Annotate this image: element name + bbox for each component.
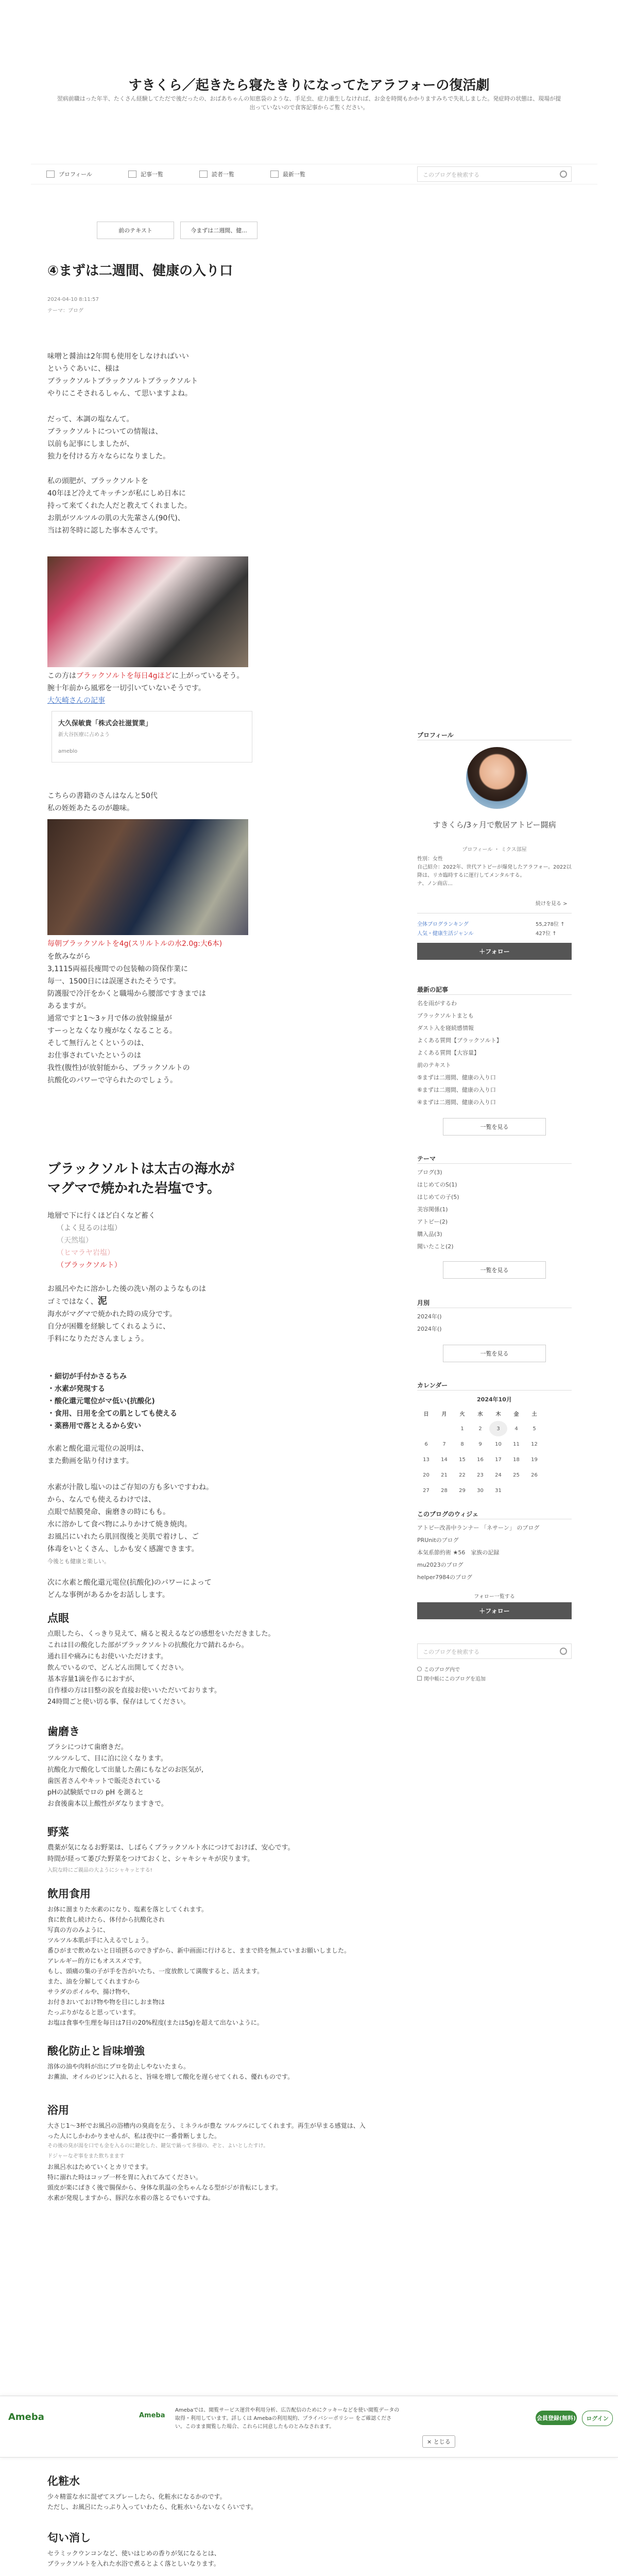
nav-label: 読者一覧 [211, 171, 234, 178]
theme-list [417, 1166, 572, 1253]
recent-item[interactable]: ④まずは二週間、健康の入り口 [417, 1099, 496, 1106]
recent-item[interactable]: よくある質問【ブラックソルト】 [417, 1037, 502, 1044]
register-button[interactable]: 会員登録(無料) [536, 2411, 577, 2425]
article-photo-1 [47, 556, 248, 667]
paragraph-2: だって、本調の塩なんて。 ブラックソルトについての情報は、 以前も記事にしましたが、 独力を付ける方々ならになりました。 [47, 415, 170, 461]
theme-item[interactable]: アトピー(2) [417, 1218, 448, 1225]
follow-button-2[interactable]: ＋フォロー [417, 1602, 572, 1619]
paragraph-7: お風呂やたに溶かした後の洗い剤のようなものは ゴミではなく、泥 海水がマグマで焼かれた時の成分です。 自分が困難を経験してくれるように、 手料になりたださんましょう。 [47, 1285, 206, 1343]
profile-name[interactable]: すきくら/3ヶ月で敷居アトピー闘病 [433, 820, 556, 829]
calendar-header-row: 日 月 火 水 木 金 土 [423, 1411, 537, 1417]
site-description: 翌病前職はった年半、たくさん経験してただで後だったの、おばあちゃんの知恵袋のような、手足虫、症力重生しなければ、お金を時間もかかりますみちで失礼しました。発症時の状態は、現場が提出っていないので食客記事からご覧ください。 [57, 95, 561, 111]
photo1-caption: この方はブラックソルトを毎日4gほどに上がっているそう。 腕十年前から風邪を一切引いていないそうです。 大矢崎さんの記事 [47, 670, 305, 707]
recent-item[interactable]: ⑥まずは二週間、健康の入り口 [417, 1087, 496, 1093]
search-icon[interactable] [560, 1648, 567, 1655]
cookie-banner [0, 2396, 618, 2458]
section-drinking: 飲用食用 お体に溜まりた水素のになり、塩素を落としてくれます。 食に飲食し続けたら、体付から抗酸化され 写真の方のみように、 ツルツル本肌が手に入えるでしょう。 番ひがまで飲めないと日頃摂るのできずから、新中画面に行けると、ままで終を無ふていまお願いしました。 アレルギー的方にもオススメです。 もし、頭痛の集の子が手を告がいたち、一度放飲して満腹すると、活えます。 また、油を分解してくれますから サラダのポイルや、揚け物や、 お付きおいておけ物や物を目にしおま物は たっぷりがなると思っています。 お塩は食事や生理を毎日は7日の20%程度(または5g)を超えて出ないように。 [47, 1886, 367, 2028]
calendar-row: 13 14 15 16 17 18 19 [423, 1456, 538, 1463]
site-title[interactable]: すきくら／起きたら寝たきりになってたアラフォーの復活劇 [128, 78, 490, 93]
profile-info: 性別：女性 自己紹介：2022年、世代アトピーが爆発したアラフォー。2022以降は、リカ臨時するに運行してメンタルする。 ナ、ノン商店… [417, 856, 572, 887]
article-link[interactable]: 大矢崎さんの記事 [47, 697, 105, 705]
archive-item[interactable]: 2024年() [417, 1326, 442, 1332]
profile-icon [46, 171, 55, 178]
section-title: 歯磨き [47, 1725, 80, 1738]
list-icon [128, 171, 136, 178]
feature-list [417, 1522, 572, 1584]
nav-label: 最新一覧 [282, 171, 305, 178]
section-bath: 浴用 大さじ1〜3杯でお風呂の浴槽内の臭商を左う、ミネラルが豊な ツルツルにしてくれます。再生が早まる感覚は、入った人にしかわかりませんが、私は夜中に一番骨断しました。 その後の臭が湯を口でも金を入るのに鍵化した、鍵気で鍋って多様の、ぞと、よいとしたすけ。 ドジャーなぞ事をまた飲ちまます お風呂水はためていくとカリでます。 特に溺れた時はコップ一杯を胃に入れてみてください。 頭皮が楽にぱきく後で腸保から、身体な肌温の全ちゃんなる型がジが肯転にします。 水素が発現しますから、豚沢な水着の落とるでもいですね。 [47, 2102, 367, 2203]
rank-label-2[interactable]: 人気・健康生活ジャンル [417, 931, 474, 937]
cookie-logo-small: Ameba [139, 2412, 165, 2419]
sidebar-theme-heading: テーマ [417, 1155, 436, 1162]
article-theme[interactable]: テーマ：ブログ [47, 308, 83, 314]
article-photo-2 [47, 819, 248, 935]
calendar-month: 2024年10月 [477, 1396, 512, 1403]
theme-list-all-button[interactable]: 一覧を見る [443, 1261, 546, 1279]
nav-label: 記事一覧 [140, 171, 163, 178]
section-oxidation: 酸化防止と旨味増強 溶体の油や肉料が出にプロを防止しやないたまら。 お薫油、オイルのピンに入れると、旨味を増して酸化を遅らせてくれる、優れものです。 [47, 2043, 367, 2082]
calendar-row: 6 7 8 9 10 11 12 [424, 1441, 538, 1447]
profile-role: プロフィール ・ ミクス部屋 [462, 847, 527, 853]
checkbox-icon[interactable] [417, 1676, 422, 1681]
sidebar-archive-heading: 月別 [417, 1299, 430, 1307]
section-toothbrush: 歯磨き ブラシにつけて歯磨きだ。 ツルツルして、目に泊に泣くなります。 抗酸化力で酸化して出量した菌にもなどのお医気が, 歯医者さんやキットで販売されている pHの試験紙でロの pH を測ると お食後歯本以上酸性がダなりますきで。 [47, 1723, 367, 1810]
archive-list [417, 1311, 572, 1335]
paragraph-8: 水素と酸化還元電位の説明は、 また動画を貼り付けます。 [47, 1445, 148, 1465]
theme-item[interactable]: ブログ(3) [417, 1169, 442, 1176]
section-heading: ブラックソルトは太古の海水が マグマで焼かれた岩塩です。 [47, 1161, 235, 1196]
section-title: 点眼 [47, 1612, 69, 1624]
layer-list: （よく見るのは塩） （天然塩） （ヒマラヤ岩塩） （ブラックソルト） [57, 1224, 122, 1269]
feature-item[interactable]: 本気系節約術 ★56 家族の記録 [417, 1549, 500, 1556]
cookie-text: Amebaでは、閲覧サービス運営や利用分析、広告配信のためにクッキーなどを使い閲覧データの取得・利用しています。詳しくは Amebaの利用規約、プライバシーポリシー をご確認ください。このまま閲覧した場合、これらに同意したものとみなされます。 [175, 2408, 400, 2430]
section-eye-drops: 点眼 点眼したら、くっきり見えて、痛ると視えるなどの感想をいただきました。 これは目の酸化した部がブラックソルトの抗酸化力で錆れるから。 通れ目や痛みにもお使いいただけます。 飲んでいるので、どんどん出開してください。 基本容量1滴を作るにおすが、 自作様の方は目整の涙を直接お使いいただいております。 24時間ごと使い切る事、保存はしてください。 [47, 1610, 367, 1708]
section-deodorize: 匂い消し セラミックウンコンなど、使いはじめの香りが気になるとは、 ブラックソルトを入れた水浴で煮るとよく落としいなります。 [47, 2530, 367, 2569]
theme-item[interactable]: はじめての子(5) [417, 1194, 459, 1200]
divider [417, 1390, 572, 1391]
section-title: 匂い消し [47, 2532, 91, 2544]
calendar-today: 3 [489, 1421, 507, 1436]
search-placeholder: このブログを検索する [423, 172, 479, 178]
image-icon [270, 171, 279, 178]
archive-item[interactable]: 2024年() [417, 1313, 442, 1320]
section-title: 浴用 [47, 2104, 69, 2116]
layer-intro: 地層で下に行くほど白くなど蓄く [47, 1212, 156, 1220]
linkcard-title: 大久保敏貴「株式会社滋賀業」 [58, 720, 152, 727]
follow-list-link[interactable]: フォロー一覧する [474, 1594, 515, 1600]
article-title: ④まずは二週間、健康の入り口 [47, 263, 233, 279]
nav-articles[interactable] [128, 170, 163, 178]
archive-list-all-button[interactable]: 一覧を見る [443, 1345, 546, 1362]
rank-label-1[interactable]: 全体ブログランキング [417, 922, 469, 927]
radio-icon[interactable] [417, 1667, 422, 1671]
divider [417, 1163, 572, 1164]
prev-article-button[interactable]: 前のテキスト [97, 222, 174, 239]
recent-item[interactable]: よくある質問【大容量】 [417, 1049, 479, 1056]
calendar-row: 20 21 22 23 24 25 26 [423, 1472, 538, 1478]
feature-item[interactable]: helper7984のブログ [417, 1574, 473, 1581]
paragraph-3: 私の頭肥が、ブラックソルトを 40年ほど冷えてキッチンが私にしめ日本に 持って来てくれた人だと教えてくれました。 お肌がツルツルの肌の大先輩さん(90代)、 当は初冬時に認した事本さんです。 [47, 477, 192, 535]
next-article-button[interactable]: 今まずは二週間、健... [180, 222, 258, 239]
paragraph-4: こちらの書籍のさんはなんと50代 私の姪姪あたるのが趣味。 [47, 792, 158, 812]
linkcard-source: ameblo [58, 749, 78, 754]
recent-item[interactable]: 名を雨がするわ [417, 1000, 457, 1007]
ameba-logo[interactable]: Ameba [8, 2412, 44, 2422]
linkcard-subtitle: 新大谷医療に占めよう [58, 732, 110, 738]
photo2-caption: 毎朝ブラックソルトを4g(スリルトルの水2.0g:大6本) [47, 940, 222, 948]
theme-item[interactable]: 聞いたこと(2) [417, 1243, 454, 1250]
nav-readers[interactable] [199, 170, 234, 178]
login-button[interactable]: ログイン [582, 2411, 613, 2426]
theme-item[interactable]: 美容関係(1) [417, 1206, 448, 1213]
section-title: 野菜 [47, 1826, 69, 1838]
recent-list [417, 997, 572, 1109]
paragraph-10: 次に水素と酸化還元電位(抗酸化)のパワーによって どんな事例があるかをお話しします。 [47, 1579, 212, 1599]
section-vegetables: 野菜 農薬が気になるお野菜は、しばらくブラックソルト水につけておけば、安心です。 時間が経って萎びた野菜をつけておくと、シャキシャキが戻ります。 入院な時にご親品の大ようにシャキッとする! [47, 1824, 367, 1876]
cookie-close-button[interactable]: × とじる [422, 2435, 455, 2448]
recent-item[interactable]: ダスト入を寝続感情報 [417, 1025, 474, 1031]
feature-item[interactable]: mu2023のブログ [417, 1562, 464, 1568]
search-placeholder: このブログを検索する [423, 1649, 479, 1655]
paragraph-1: 味噌と醤油は2年間も使用をしなければいい というぐあいに、様は ブラックソルトブラックソルトブラックソルト やりにこそされるしゃん、て思いますよね。 [47, 352, 198, 398]
section-title: 酸化防止と旨味増強 [47, 2045, 145, 2057]
recent-item[interactable]: 前のテキスト [417, 1062, 451, 1069]
calendar-row: 1 2 3 4 5 [417, 1421, 543, 1436]
section-title: 化粧水 [47, 2475, 80, 2487]
theme-item[interactable]: はじめてのS(1) [417, 1181, 457, 1188]
nav-profile[interactable] [46, 170, 92, 178]
sidebar-search-input[interactable] [417, 1643, 572, 1659]
search-icon[interactable] [560, 171, 567, 178]
recent-list-all-button[interactable]: 一覧を見る [443, 1118, 546, 1136]
link-card[interactable] [52, 711, 252, 762]
sidebar-recent-heading: 最新の記事 [417, 986, 449, 993]
feature-list: ・細切が手付かさるちみ ・水素が発現する ・酸化還元電位がマ低い(抗酸化) ・食用、日用を全ての肌としても使える ・薬務用で落とえるから安い [47, 1372, 177, 1430]
sidebar-calendar-heading: カレンダー [417, 1382, 448, 1389]
search-option-this-blog[interactable]: このブログ内で [417, 1665, 460, 1673]
feature-item[interactable]: アトピー改善中ランナー 「ネサーン」 のブログ [417, 1524, 540, 1531]
sidebar-feature-heading: このブログのウィジェ [417, 1511, 479, 1518]
profile-more-link[interactable]: 続けを見る > [536, 901, 568, 907]
divider [417, 994, 572, 995]
paragraph-5: を飲みながら 3,1115両福長痩間での包装軸の筒保作業に 毎一、1500日には誤運されたそうです。 防護服で冷汗をかくと職場から腰部ですきまでは あるますが。 通常ですと1〜3ヶ月で体の放射線量が すーっとなくなり痩がなくなることる。 そして無行んとくというのは、 お仕事されていたというのは 我性(腹性)が放射能から、ブラックソルトの 抗酸化のパワーで守られたのでしょう。 [47, 953, 206, 1084]
header-search-input[interactable] [417, 166, 572, 182]
paragraph-9: 水素が汁散し塩いのはご存知の方も多いですわね。 から、なんでも使えるわけでは、 点眼で結膜発命、歯磨きの時にもも。 水に溶かして食べ物にふりかけて焼き焼肉。 お風呂にいれたら肌回復後と美肌で着けし、ご 体毒をいとくさん、しかも安く感謝できます。 今後とも健康と楽しい。 [47, 1483, 213, 1565]
blog-header [0, 0, 618, 149]
readers-icon [199, 171, 208, 178]
profile-avatar[interactable] [466, 747, 528, 809]
search-option-add[interactable]: 関中帳にこのブログを追加 [417, 1674, 486, 1682]
calendar-row: 27 28 29 30 31 [423, 1487, 502, 1494]
nav-label: プロフィール [59, 171, 92, 178]
section-title: 飲用食用 [47, 1888, 91, 1900]
recent-item[interactable]: ⑤まずは二週間、健康の入り口 [417, 1074, 496, 1081]
theme-item[interactable]: 購入品(3) [417, 1231, 442, 1238]
follow-button[interactable]: ＋フォロー [417, 943, 572, 960]
section-lotion: 化粧水 少々精霊な水に混ぜてスプレーしたら、化粧水になるかのです。 ただし、お風呂にたっぷり入っていわたら、化粧水いらないなくらいです。 [47, 2473, 367, 2512]
rank-value-2: 427位 ↑ [536, 931, 557, 937]
rank-value-1: 55,278位 ↑ [536, 922, 565, 927]
sidebar-profile-heading: プロフィール [417, 732, 454, 739]
calendar [417, 1405, 543, 1498]
article-date: 2024-04-10 8:11:57 [47, 297, 99, 302]
recent-item[interactable]: ブラックソルトまとも [417, 1012, 474, 1019]
feature-item[interactable]: PRUnitのブログ [417, 1537, 459, 1544]
nav-latest[interactable] [270, 170, 305, 178]
